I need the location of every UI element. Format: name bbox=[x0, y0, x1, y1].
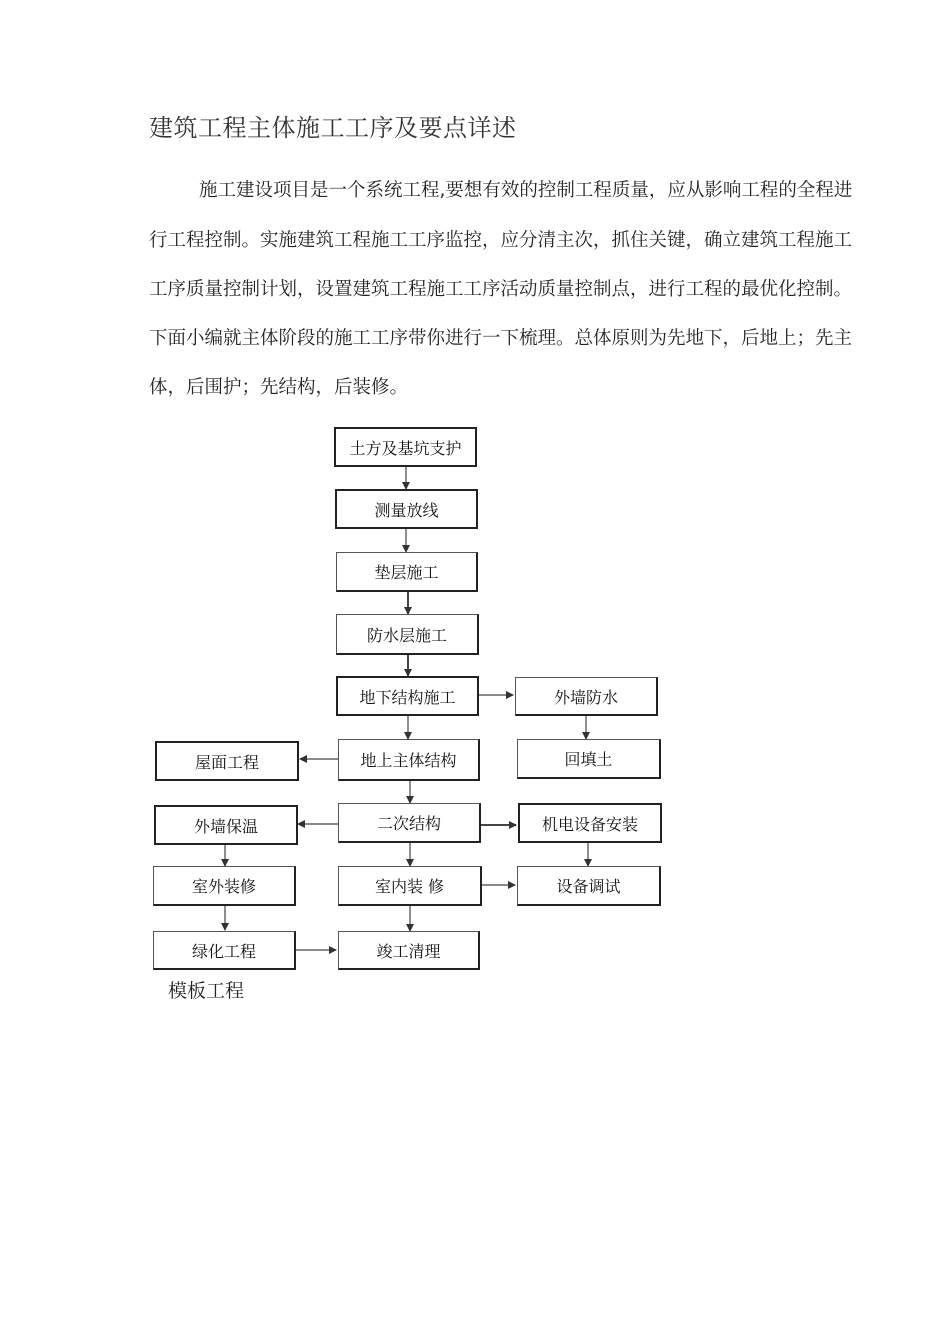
paragraph-line: 施工建设项目是一个系统工程,要想有效的控制工程质量，应从影响工程的全程进 bbox=[199, 180, 853, 201]
step-underground-structure: 地下结构施工 bbox=[336, 676, 479, 716]
flowchart-caption: 模板工程 bbox=[168, 980, 245, 1002]
step-main-structure: 地上主体结构 bbox=[338, 739, 480, 781]
step-roofing: 屋面工程 bbox=[155, 741, 299, 781]
step-waterproof-layer: 防水层施工 bbox=[336, 614, 479, 655]
step-cushion: 垫层施工 bbox=[336, 552, 478, 592]
paragraph-line: 下面小编就主体阶段的施工工序带你进行一下梳理。总体原则为先地下，后地上；先主 bbox=[149, 328, 853, 349]
step-exterior-wall-waterproof: 外墙防水 bbox=[515, 677, 658, 716]
step-landscaping: 绿化工程 bbox=[153, 931, 296, 970]
step-survey: 测量放线 bbox=[335, 489, 478, 529]
step-secondary-structure: 二次结构 bbox=[338, 803, 481, 843]
step-exterior-finish: 室外装修 bbox=[153, 866, 296, 906]
step-interior-finish: 室内装 修 bbox=[338, 866, 482, 906]
step-equipment-commissioning: 设备调试 bbox=[517, 866, 661, 906]
step-completion-cleanup: 竣工清理 bbox=[338, 931, 480, 970]
paragraph-line: 体，后围护；先结构，后装修。 bbox=[149, 377, 409, 398]
step-backfill: 回填土 bbox=[517, 739, 661, 779]
paragraph-line: 工序质量控制计划，设置建筑工程施工工序活动质量控制点，进行工程的最优化控制。 bbox=[149, 279, 853, 300]
step-exterior-insulation: 外墙保温 bbox=[154, 805, 298, 845]
paragraph-line: 行工程控制。实施建筑工程施工工序监控，应分清主次，抓住关键，确立建筑工程施工 bbox=[149, 230, 853, 251]
step-earthwork: 土方及基坑支护 bbox=[334, 427, 477, 467]
step-mep-installation: 机电设备安装 bbox=[518, 803, 662, 843]
document-title: 建筑工程主体施工工序及要点详述 bbox=[149, 114, 517, 142]
